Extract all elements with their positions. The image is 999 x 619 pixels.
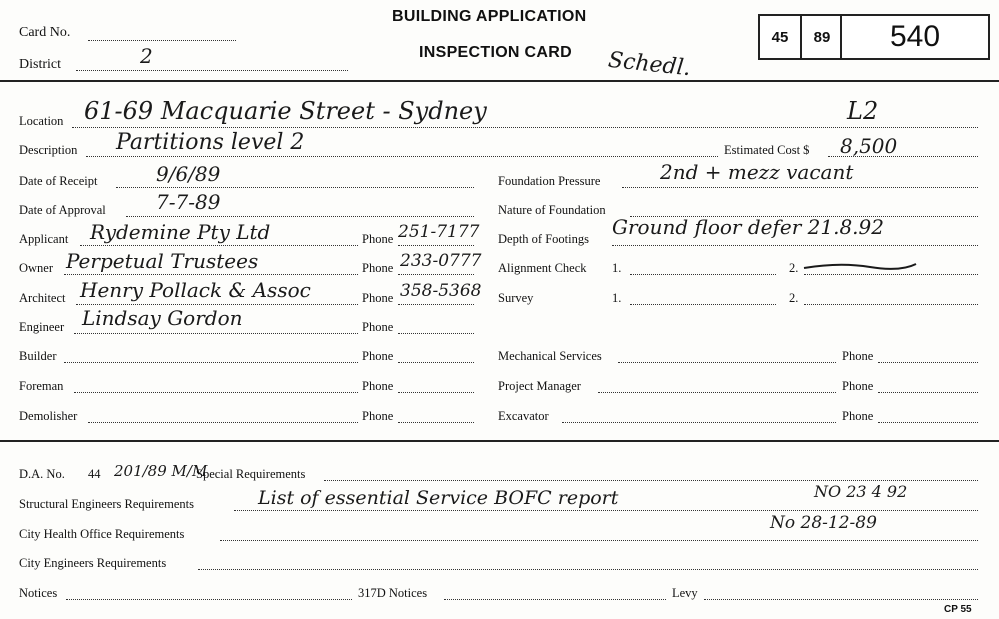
applicant-phone-label: Phone (362, 232, 394, 246)
engineer-label: Engineer (19, 320, 65, 334)
survey-item2-field[interactable] (804, 304, 978, 305)
district-label: District (19, 57, 61, 72)
estimated-cost-label: Estimated Cost $ (724, 143, 810, 157)
description-field[interactable] (86, 156, 718, 157)
engineer-field[interactable] (74, 333, 358, 334)
project-manager-label: Project Manager (498, 379, 581, 393)
foreman-label: Foreman (19, 379, 64, 393)
location-label: Location (19, 114, 64, 128)
foundation-pressure-label: Foundation Pressure (498, 174, 601, 188)
description-value: Partitions level 2 (116, 130, 305, 155)
architect-field[interactable] (76, 304, 358, 305)
mechanical-field[interactable] (618, 362, 836, 363)
structural-note: NO 23 4 92 (814, 482, 908, 501)
demolisher-label: Demolisher (19, 409, 78, 423)
architect-value: Henry Pollack & Assoc (80, 278, 311, 302)
estimated-cost-value: 8,500 (840, 134, 898, 158)
nature-foundation-label: Nature of Foundation (498, 203, 606, 217)
architect-label: Architect (19, 291, 66, 305)
district-value: 2 (140, 44, 153, 68)
mechanical-phone-field[interactable] (878, 362, 978, 363)
card-number-box (758, 14, 990, 60)
card-no-label: Card No. (19, 25, 71, 40)
location-value: 61-69 Macquarie Street - Sydney (84, 97, 487, 125)
levy-label: Levy (672, 586, 698, 600)
applicant-value: Rydemine Pty Ltd (90, 220, 271, 244)
description-label: Description (19, 143, 78, 157)
architect-phone-value: 358-5368 (400, 281, 482, 301)
depth-footings-field[interactable] (612, 245, 978, 246)
project-manager-field[interactable] (598, 392, 836, 393)
card-no-field[interactable] (88, 40, 236, 41)
owner-label: Owner (19, 261, 54, 275)
da-value: 201/89 M/M (114, 462, 208, 480)
header-divider (0, 80, 999, 82)
special-requirements-label: Special Requirements (196, 467, 306, 481)
applicant-phone-field[interactable] (398, 245, 474, 246)
notices317-label: 317D Notices (358, 586, 428, 600)
levy-field[interactable] (704, 599, 978, 600)
alignment-item2-field[interactable] (804, 274, 978, 275)
location-field[interactable] (72, 127, 978, 128)
project-manager-phone-field[interactable] (878, 392, 978, 393)
builder-phone-field[interactable] (398, 362, 474, 363)
form-subtitle: INSPECTION CARD (419, 44, 572, 61)
alignment-item1-label: 1. (612, 261, 622, 275)
builder-label: Builder (19, 349, 57, 363)
applicant-label: Applicant (19, 232, 69, 246)
excavator-label: Excavator (498, 409, 549, 423)
survey-item1-field[interactable] (630, 304, 776, 305)
survey-item2-label: 2. (789, 291, 799, 305)
details-divider (0, 440, 999, 442)
form-code: CP 55 (944, 604, 972, 615)
alignment-item1-field[interactable] (630, 274, 776, 275)
depth-footings-value: Ground floor defer 21.8.92 (612, 215, 884, 239)
engineer-phone-label: Phone (362, 320, 394, 334)
alignment-item2-label: 2. (789, 261, 799, 275)
schedule-annotation: Schedl. (606, 47, 692, 82)
da-prefix: 44 (88, 467, 101, 481)
architect-phone-label: Phone (362, 291, 394, 305)
demolisher-phone-field[interactable] (398, 422, 474, 423)
demolisher-field[interactable] (88, 422, 358, 423)
foreman-field[interactable] (74, 392, 358, 393)
foreman-phone-field[interactable] (398, 392, 474, 393)
date-receipt-field[interactable] (116, 187, 474, 188)
city-engineers-label: City Engineers Requirements (19, 556, 167, 570)
excavator-field[interactable] (562, 422, 836, 423)
da-no-label: D.A. No. (19, 467, 65, 481)
builder-field[interactable] (64, 362, 358, 363)
health-note: No 28-12-89 (770, 513, 877, 533)
builder-phone-label: Phone (362, 349, 394, 363)
mechanical-label: Mechanical Services (498, 349, 602, 363)
alignment-check-label: Alignment Check (498, 261, 587, 275)
owner-phone-value: 233-0777 (400, 251, 482, 271)
card-number-cell: 540 (840, 16, 988, 58)
architect-phone-field[interactable] (398, 304, 474, 305)
alignment-scribble (800, 258, 920, 274)
date-approval-value: 7-7-89 (156, 190, 221, 214)
excavator-phone-field[interactable] (878, 422, 978, 423)
code2-cell: 89 (800, 16, 842, 58)
city-engineers-field[interactable] (198, 569, 978, 570)
engineer-value: Lindsay Gordon (82, 306, 243, 330)
health-field[interactable] (220, 540, 978, 541)
demolisher-phone-label: Phone (362, 409, 394, 423)
structural-value: List of essential Service BOFC report (258, 487, 619, 509)
code1-cell: 45 (771, 28, 789, 46)
foundation-pressure-field[interactable] (622, 187, 978, 188)
project-manager-phone-label: Phone (842, 379, 874, 393)
structural-field[interactable] (234, 510, 978, 511)
owner-phone-field[interactable] (398, 274, 474, 275)
date-approval-field[interactable] (126, 216, 474, 217)
notices317-field[interactable] (444, 599, 666, 600)
form-title: BUILDING APPLICATION (392, 8, 587, 25)
engineer-phone-field[interactable] (398, 333, 474, 334)
date-receipt-label: Date of Receipt (19, 174, 98, 188)
notices-field[interactable] (66, 599, 352, 600)
date-approval-label: Date of Approval (19, 203, 106, 217)
owner-phone-label: Phone (362, 261, 394, 275)
mechanical-phone-label: Phone (842, 349, 874, 363)
applicant-field[interactable] (80, 245, 358, 246)
survey-label: Survey (498, 291, 534, 305)
level-value: L2 (847, 97, 879, 125)
special-requirements-field[interactable] (324, 480, 978, 481)
health-label: City Health Office Requirements (19, 527, 185, 541)
foreman-phone-label: Phone (362, 379, 394, 393)
structural-label: Structural Engineers Requirements (19, 497, 194, 511)
notices-label: Notices (19, 586, 58, 600)
owner-field[interactable] (64, 274, 358, 275)
applicant-phone-value: 251-7177 (398, 222, 480, 242)
date-receipt-value: 9/6/89 (156, 162, 221, 186)
excavator-phone-label: Phone (842, 409, 874, 423)
survey-item1-label: 1. (612, 291, 622, 305)
depth-footings-label: Depth of Footings (498, 232, 589, 246)
district-field[interactable] (76, 70, 348, 71)
foundation-pressure-value: 2nd + mezz vacant (660, 160, 854, 184)
owner-value: Perpetual Trustees (66, 249, 259, 273)
